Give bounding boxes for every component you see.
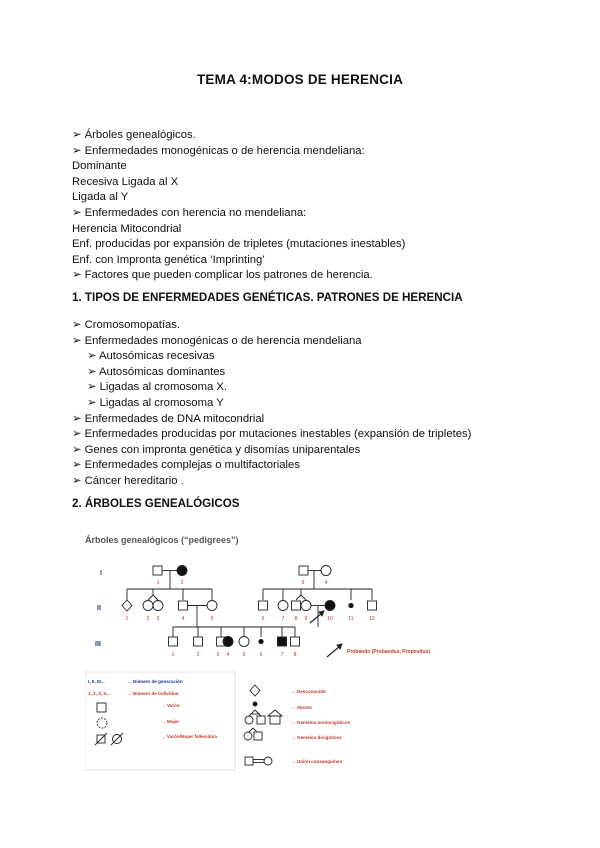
individual-number: 3 — [216, 652, 220, 658]
affected-female-symbol — [325, 601, 335, 611]
legend-label: → Aborto — [291, 705, 312, 710]
list-item: ➢ Enfermedades de DNA mitocondrial — [72, 412, 265, 425]
male-symbol — [194, 637, 203, 646]
legend-label: → Varón/Mujer fallecido/a — [161, 734, 217, 739]
abortion-symbol — [349, 603, 353, 607]
male-symbol — [169, 637, 178, 646]
male-symbol — [368, 601, 377, 610]
legend-label: → Varón — [161, 703, 180, 708]
female-symbol — [207, 601, 217, 611]
male-symbol — [259, 601, 268, 610]
male-symbol — [179, 601, 188, 610]
legend-abortion-icon — [253, 702, 257, 706]
section-1-list — [72, 318, 471, 490]
individual-number: 6 — [261, 616, 265, 622]
list-item: ➢ Factores que pueden complicar los patrones de herencia. — [72, 269, 373, 282]
individual-number: 4 — [226, 652, 230, 658]
legend-label: → Desconocido — [291, 689, 326, 694]
list-item: Dominante — [72, 160, 127, 173]
list-item: ➢ Genes con impronta genética y disomías uniparentales — [72, 443, 361, 456]
individual-number: 2 — [180, 580, 184, 586]
individual-number: 8 — [293, 652, 297, 658]
individual-number: 1 — [125, 616, 129, 622]
individual-number: 5 — [242, 652, 246, 658]
female-symbol — [321, 566, 331, 576]
individual-number: 8 — [294, 616, 298, 622]
individual-number: 3 — [301, 580, 305, 586]
list-item: Ligada al Y — [72, 191, 129, 204]
list-item: Enf. con Impronta genética ‘Imprinting’ — [72, 253, 265, 266]
list-item: ➢ Autosómicas recesivas — [87, 350, 215, 363]
legend-label: → Gemelos dicigóticos — [291, 735, 342, 740]
individual-number: 4 — [324, 580, 328, 586]
generation-label: III — [95, 641, 101, 648]
list-item: ➢ Enfermedades monogénicas o de herencia mendeliana — [72, 334, 362, 347]
individual-number: 5 — [210, 616, 214, 622]
twin-female-symbol — [301, 601, 311, 611]
list-item: ➢ Ligadas al cromosoma Y — [87, 396, 224, 409]
dizygotic-twin-female-symbol — [153, 601, 163, 611]
male-symbol — [291, 637, 300, 646]
legend-proband-arrow — [327, 646, 340, 657]
list-item: Enf. producidas por expansión de tripletes (mutaciones inestables) — [72, 238, 406, 251]
female-symbol — [239, 637, 249, 647]
legend-label: → Gemelos monocigóticos — [291, 720, 351, 725]
list-item: Recesiva Ligada al X — [72, 175, 179, 188]
individual-number: 10 — [327, 616, 333, 622]
individual-number: 12 — [369, 616, 375, 622]
list-item: ➢ Enfermedades complejas o multifactoriales — [72, 459, 300, 472]
proband-label: Probando (Probandus, Propositus) — [347, 649, 431, 655]
individual-number: 7 — [281, 616, 285, 622]
individual-number: 9 — [304, 616, 308, 622]
legend-unknown-icon — [250, 685, 260, 696]
unknown-sex-symbol — [122, 600, 132, 611]
list-item: ➢ Cáncer hereditario . — [72, 474, 184, 487]
legend-male-icon — [97, 703, 106, 712]
individual-number: 1 — [156, 580, 160, 586]
legend-female-icon — [97, 718, 107, 728]
figure-title: Árboles genealógicos (“pedigrees”) — [85, 535, 239, 545]
list-item: ➢ Ligadas al cromosoma X. — [87, 381, 228, 394]
list-item: Herencia Mitocondrial — [72, 222, 182, 235]
male-symbol — [153, 566, 162, 575]
individual-number: 1 — [171, 652, 175, 658]
individual-number: 3 — [156, 616, 160, 622]
legend-label: → Mujer — [161, 719, 180, 724]
generation-label: II — [97, 605, 101, 612]
list-item: ➢ Enfermedades con herencia no mendeliana: — [72, 206, 307, 219]
individual-number: 4 — [181, 616, 185, 622]
dizygotic-twin-female-symbol — [143, 601, 153, 611]
list-item: ➢ Árboles genealógicos. — [72, 129, 196, 141]
legend-consanguineous-icon — [245, 757, 253, 765]
legend-monozygotic-twins-icon — [245, 716, 253, 724]
individual-number: 2 — [146, 616, 150, 622]
abortion-symbol — [259, 639, 263, 643]
pedigree-diagram — [85, 525, 525, 775]
legend-label: → Número de individuo — [127, 691, 179, 696]
individual-number: 11 — [348, 616, 354, 622]
intro-list — [72, 128, 405, 284]
individual-number: 7 — [280, 652, 284, 658]
twin-male-symbol — [292, 601, 301, 610]
affected-female-symbol — [177, 566, 187, 576]
section-1-heading: 1. TIPOS DE ENFERMEDADES GENÉTICAS. PATRONES DE HERENCIA — [72, 291, 463, 304]
female-symbol — [278, 601, 288, 611]
page-title: TEMA 4:MODOS DE HERENCIA — [196, 72, 404, 87]
list-item: ➢ Enfermedades producidas por mutaciones inestables (expansión de tripletes) — [72, 428, 472, 441]
legend-label: → Unión consanguínea — [291, 759, 343, 764]
affected-male-symbol — [278, 637, 287, 646]
list-item: ➢ Autosómicas dominantes — [87, 365, 226, 378]
list-item: ➢ Cromosomopatías. — [72, 319, 181, 331]
section-2-heading: 2. ÁRBOLES GENEALÓGICOS — [72, 497, 240, 510]
legend-dizygotic-twins-icon — [244, 732, 252, 740]
legend-left-box — [85, 672, 235, 770]
legend-key: 1, 2, 3, 4... — [88, 691, 110, 696]
proband-arrow — [310, 613, 322, 623]
list-item: ➢ Enfermedades monogénicas o de herencia mendeliana: — [72, 144, 365, 157]
pedigree-figure — [85, 525, 525, 780]
generation-label: I — [100, 570, 102, 577]
legend-label: → Número de generación — [127, 679, 183, 684]
legend-key: I, II, III... — [88, 679, 105, 684]
individual-number: 2 — [196, 652, 200, 658]
male-symbol — [299, 566, 308, 575]
individual-number: 6 — [259, 652, 263, 658]
